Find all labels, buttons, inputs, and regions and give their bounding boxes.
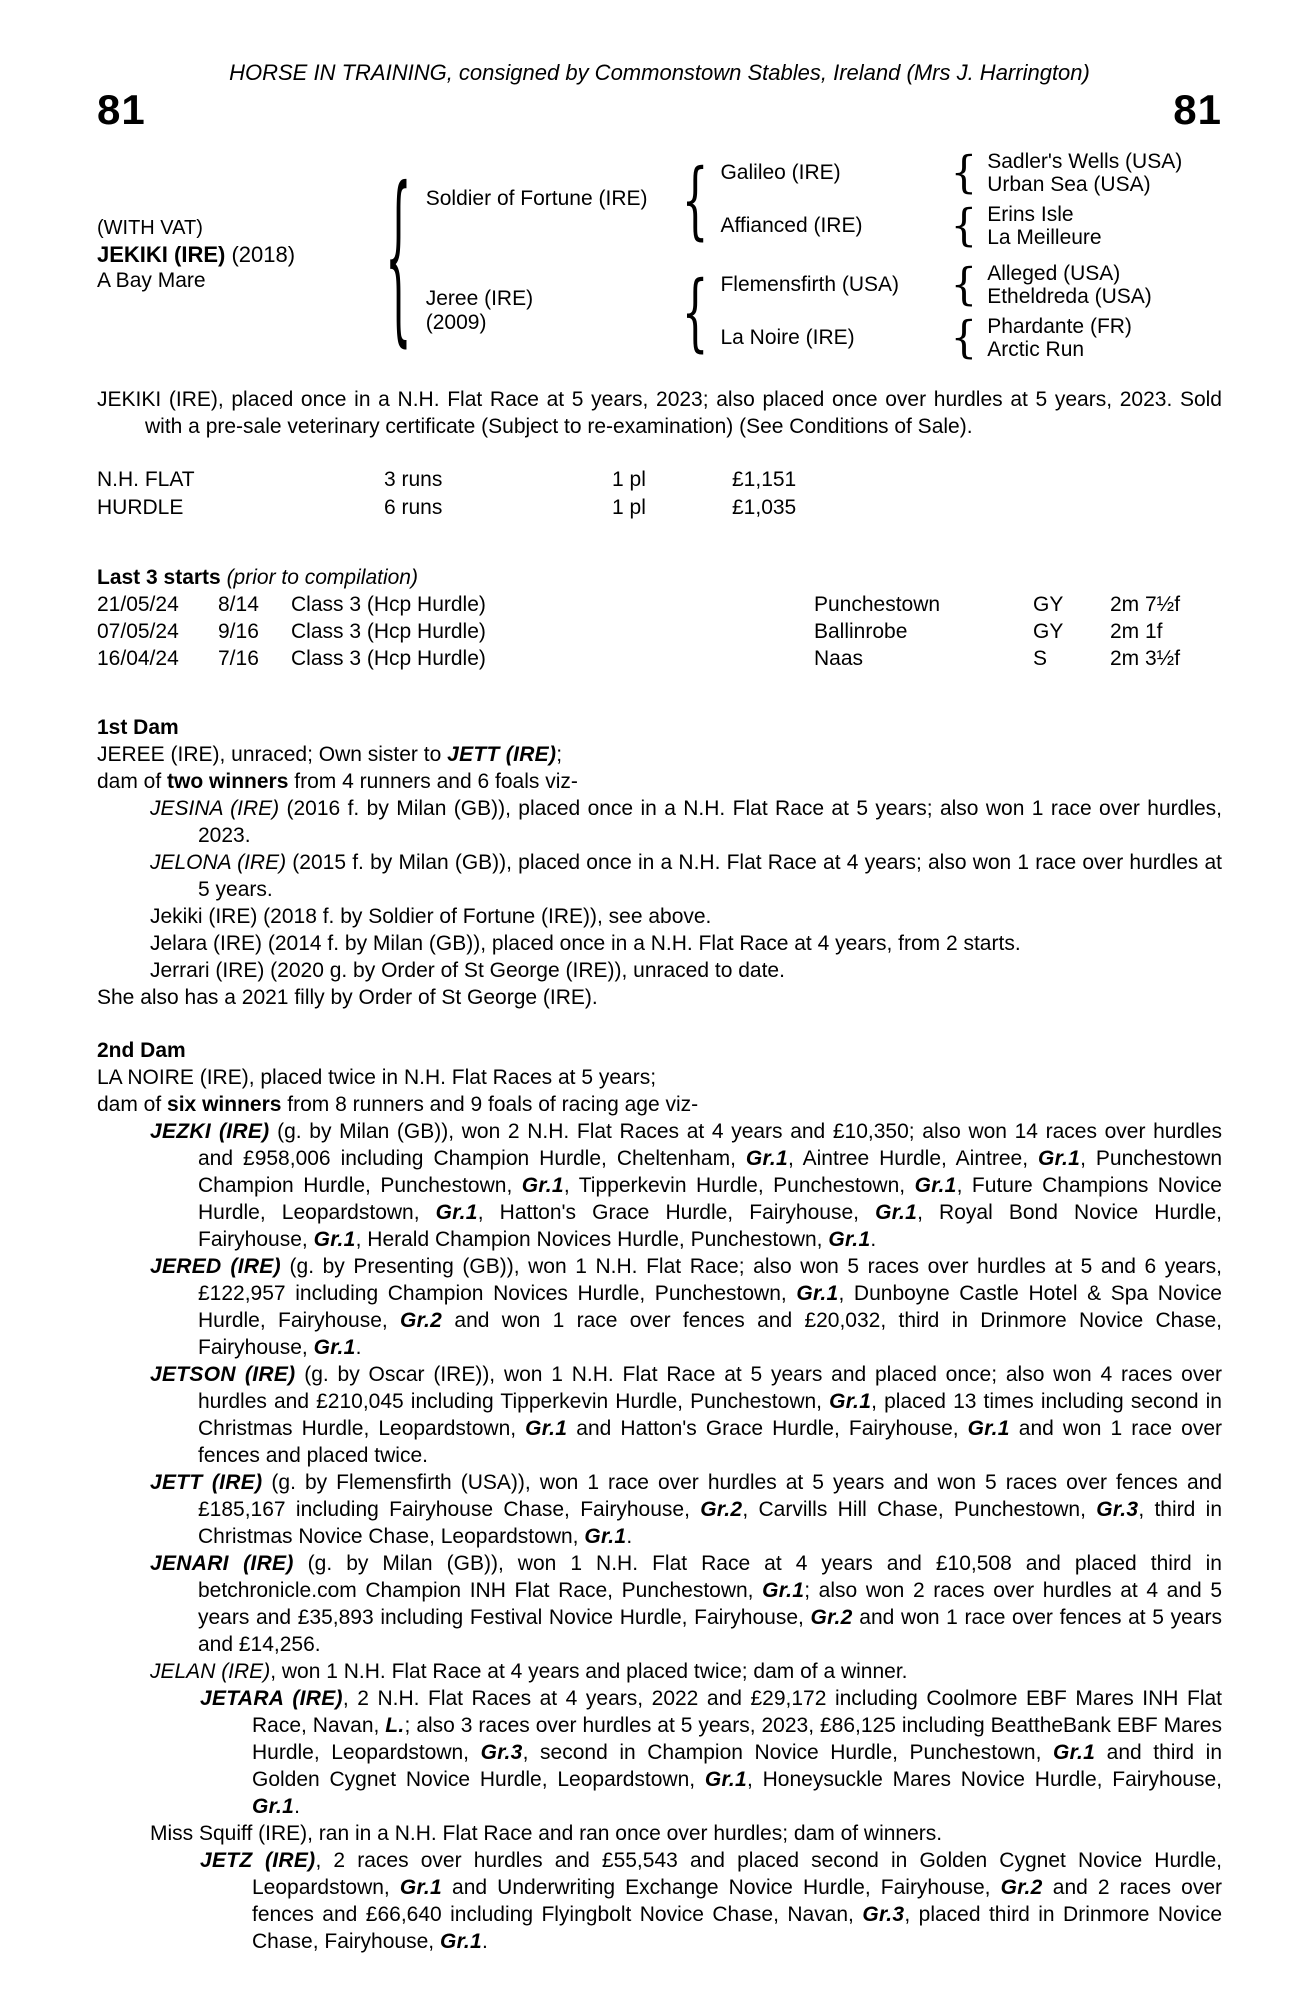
lot-number-right: 81	[1173, 86, 1222, 133]
horse-colour-sex: A Bay Mare	[97, 269, 206, 292]
text-segment: , Dunboyne Castle Hotel & Spa Novice Hurdle, Fairyhouse,	[198, 1282, 1222, 1332]
text-segment: JETT (IRE)	[447, 743, 557, 766]
jeree-paragraph	[97, 741, 1222, 768]
start-going: GY	[1033, 620, 1064, 643]
first-dam-section	[97, 714, 1222, 1011]
jetson-entry	[97, 1361, 1222, 1469]
text-segment: , Carvills Hill Chase, Punchestown,	[742, 1498, 1097, 1521]
start-position: 8/14	[218, 593, 259, 616]
she-also-has-note	[97, 984, 1222, 1011]
record-earnings: £1,035	[732, 496, 797, 519]
text-segment: and won 1 race over fences and £20,032, third in Drinmore Novice Chase, Fairyhouse,	[198, 1309, 1223, 1359]
jelara-entry	[97, 930, 1222, 957]
horse-year: (2018)	[225, 242, 296, 267]
text-segment: Gr.1	[914, 1174, 957, 1197]
sire-dam-parents	[987, 203, 1101, 249]
text-segment: and won 1 race over fences at 5 years and £14,256.	[198, 1606, 1223, 1656]
dam-dam-group	[720, 313, 1151, 362]
text-segment: Gr.1	[525, 1417, 568, 1440]
last-starts-heading	[97, 564, 1222, 591]
text-segment: from 4 runners and 6 foals viz-	[288, 770, 578, 793]
horse-identity-block	[97, 216, 379, 294]
jerrari-entry	[97, 957, 1222, 984]
text-segment: , second in Champion Novice Hurdle, Punchestown,	[522, 1741, 1054, 1764]
text-segment: JETZ (IRE)	[200, 1849, 316, 1872]
sire-sire-group	[720, 148, 1182, 197]
dam-group	[426, 260, 1182, 362]
consignment-header: HORSE IN TRAINING, consigned by Commonstown Stables, Ireland (Mrs J. Harrington)	[229, 60, 1090, 85]
record-race-type: N.H. FLAT	[97, 468, 195, 491]
text-segment: Gr.1	[313, 1228, 356, 1251]
sire-group	[426, 148, 1182, 250]
text-segment: JETSON (IRE)	[150, 1363, 296, 1386]
start-race-class: Class 3 (Hcp Hurdle)	[291, 593, 486, 616]
sire-parents-column	[720, 148, 1182, 250]
dam-sire-brace: {	[950, 258, 978, 311]
text-segment: JENARI (IRE)	[150, 1552, 294, 1575]
pedigree-root-brace: {	[385, 147, 412, 363]
jetz-entry	[97, 1847, 1222, 1955]
la-noire-paragraph	[97, 1064, 1222, 1091]
text-segment: , 2 N.H. Flat Races at 4 years, 2022 and £29,172 including Coolmore EBF Mares INH Flat Race, Navan,	[252, 1687, 1222, 1737]
start-date: 07/05/24	[97, 620, 179, 643]
jetara-entry	[97, 1685, 1222, 1820]
second-dam-section	[97, 1037, 1222, 1955]
horse-name-line	[97, 241, 379, 268]
text-segment: Gr.1	[967, 1417, 1010, 1440]
ancestor-name: Arctic Run	[987, 337, 1085, 361]
jett-entry	[97, 1469, 1222, 1550]
text-segment: , Herald Champion Novices Hurdle, Punchestown,	[355, 1228, 829, 1251]
dam-sire-group	[720, 260, 1151, 309]
start-distance: 2m 3½f	[1110, 647, 1181, 670]
text-segment: JERED (IRE)	[150, 1255, 281, 1278]
text-segment: , Punchestown Champion Hurdle, Punchestown,	[198, 1147, 1222, 1197]
start-date: 16/04/24	[97, 647, 179, 670]
text-segment: .	[626, 1525, 633, 1548]
text-segment: Jelara (IRE) (2014 f. by Milan (GB)), placed once in a N.H. Flat Race at 4 years, from 2 starts.	[150, 932, 1021, 955]
text-segment: (2015 f. by Milan (GB)), placed once in a N.H. Flat Race at 4 years; also won 1 race over hurdles at 5 years.	[198, 851, 1222, 901]
text-segment: Gr.1	[435, 1201, 478, 1224]
text-segment: Gr.1	[745, 1147, 788, 1170]
text-segment: Jerrari (IRE) (2020 g. by Order of St George (IRE)), unraced to date.	[150, 959, 785, 982]
ancestor-name: Erins Isle	[987, 202, 1074, 226]
text-segment: , third in Christmas Novice Chase, Leopardstown,	[198, 1498, 1222, 1548]
text-segment: , Honeysuckle Mares Novice Hurdle, Fairyhouse,	[746, 1768, 1223, 1791]
text-segment: ; also won 2 races over hurdles at 4 and 5 years and £35,893 including Festival Novice Hurdle, Fairyhouse,	[198, 1579, 1222, 1629]
first-dam-heading: 1st Dam	[97, 716, 179, 739]
jenari-entry	[97, 1550, 1222, 1658]
text-segment: , Royal Bond Novice Hurdle, Fairyhouse,	[198, 1201, 1222, 1251]
text-segment: Gr.1	[439, 1930, 482, 1953]
jered-entry	[97, 1253, 1222, 1361]
ancestor-name: Etheldreda (USA)	[987, 284, 1152, 308]
jeree-produce-summary	[97, 768, 1222, 795]
start-race-class: Class 3 (Hcp Hurdle)	[291, 647, 486, 670]
text-segment: (g. by Milan (GB)), won 2 N.H. Flat Races at 4 years and £10,350; also won 14 races over hurdles and £958,006 including Champion Hurdle, Cheltenham,	[198, 1120, 1222, 1170]
text-segment: JEREE (IRE), unraced; Own sister to	[97, 743, 448, 766]
horse-name: JEKIKI (IRE)	[97, 242, 226, 267]
text-segment: , placed 13 times including second in Christmas Hurdle, Leopardstown,	[198, 1390, 1222, 1440]
last-starts-section	[97, 564, 1222, 672]
text-segment: Gr.2	[400, 1309, 443, 1332]
lot-number-row	[97, 88, 1222, 136]
last-starts-note: (prior to compilation)	[220, 566, 418, 589]
jesina-entry	[97, 795, 1222, 849]
ancestor-name: Sadler's Wells (USA)	[987, 149, 1183, 173]
text-segment: and 2 races over fences and £66,640 including Flyingbolt Novice Chase, Navan,	[252, 1876, 1222, 1926]
text-segment: (g. by Oscar (IRE)), won 1 N.H. Flat Race at 5 years and placed once; also won 4 races over hurdles and £210,045 including Tipperkevin Hurdle, Punchestown,	[198, 1363, 1222, 1413]
text-segment: Jekiki (IRE) (2018 f. by Soldier of Fortune (IRE)), see above.	[150, 905, 712, 928]
dam-detail: (2009)	[425, 311, 487, 334]
text-segment: JELONA (IRE)	[150, 851, 287, 874]
text-segment: and won 1 race over fences and placed twice.	[198, 1417, 1222, 1467]
sire-sire-brace: {	[950, 146, 978, 199]
record-placings: 1 pl	[612, 496, 646, 519]
miss-squiff-entry	[97, 1820, 1222, 1847]
text-segment: dam of	[97, 770, 168, 793]
text-segment: Miss Squiff (IRE), ran in a N.H. Flat Race and ran once over hurdles; dam of winners.	[150, 1822, 943, 1845]
text-segment: JEKIKI (IRE), placed once in a N.H. Flat Race at 5 years, 2023; also placed once over hurdles at 5 years, 2023. Sold with a pre-sale veterinary certificate (Subject to re-examination) (See Conditions of Sale).	[97, 388, 1222, 438]
second-dam-heading: 2nd Dam	[97, 1039, 186, 1062]
sire-sire-name: Galileo (IRE)	[720, 160, 841, 184]
record-runs: 3 runs	[384, 468, 443, 491]
text-segment: , Hatton's Grace Hurdle, Fairyhouse,	[477, 1201, 876, 1224]
text-segment: Gr.1	[399, 1876, 442, 1899]
dam-name: Jeree (IRE)	[425, 287, 534, 310]
sire-brace: {	[681, 150, 709, 248]
text-segment: Gr.1	[584, 1525, 627, 1548]
text-segment: , won 1 N.H. Flat Race at 4 years and placed twice; dam of a winner.	[270, 1660, 908, 1683]
record-race-type: HURDLE	[97, 496, 184, 519]
start-distance: 2m 7½f	[1110, 593, 1181, 616]
text-segment: and third in Golden Cygnet Novice Hurdle, Leopardstown,	[252, 1741, 1222, 1791]
text-segment: Gr.1	[875, 1201, 918, 1224]
text-segment: JELAN (IRE)	[150, 1660, 271, 1683]
text-segment: JEZKI (IRE)	[150, 1120, 270, 1143]
text-segment: , 2 races over hurdles and £55,543 and placed second in Golden Cygnet Novice Hurdle, Leopardstown,	[252, 1849, 1222, 1899]
text-segment: (g. by Milan (GB)), won 1 N.H. Flat Race at 4 years and £10,508 and placed third in betchronicle.com Champion INH Flat Race, Punchestown,	[198, 1552, 1222, 1602]
lot-number-left: 81	[97, 86, 146, 133]
text-segment: (g. by Presenting (GB)), won 1 N.H. Flat Race; also won 5 races over hurdles at 5 and 6 years, £122,957 including Champion Novices Hurdle, Punchestown,	[198, 1255, 1222, 1305]
text-segment: Gr.2	[810, 1606, 853, 1629]
sire-dam-group	[720, 201, 1182, 250]
ancestor-name: Urban Sea (USA)	[987, 172, 1151, 196]
text-segment: six winners	[167, 1093, 282, 1116]
record-earnings: £1,151	[732, 468, 797, 491]
record-placings: 1 pl	[612, 468, 646, 491]
ancestor-name: La Meilleure	[987, 225, 1102, 249]
text-segment: .	[482, 1930, 488, 1953]
ancestor-name: Alleged (USA)	[987, 261, 1121, 285]
text-segment: .	[870, 1228, 877, 1251]
last-start-row	[97, 618, 1222, 645]
text-segment: Gr.1	[829, 1390, 872, 1413]
generation-1-column	[426, 148, 1182, 362]
start-date: 21/05/24	[97, 593, 179, 616]
text-segment: dam of	[97, 1093, 168, 1116]
text-segment: Gr.1	[828, 1228, 871, 1251]
text-segment: , Aintree Hurdle, Aintree,	[787, 1147, 1039, 1170]
lot-description-paragraph	[97, 386, 1222, 440]
text-segment: , Future Champions Novice Hurdle, Leopardstown,	[198, 1174, 1222, 1224]
text-segment: Gr.1	[704, 1768, 747, 1791]
vat-note: (WITH VAT)	[97, 217, 203, 239]
dam-parents-column	[720, 260, 1151, 362]
record-row	[97, 494, 1222, 522]
text-segment: LA NOIRE (IRE), placed twice in N.H. Flat Races at 5 years;	[97, 1066, 657, 1089]
record-runs: 6 runs	[384, 496, 443, 519]
text-segment: Gr.3	[862, 1903, 905, 1926]
dam-dam-parents	[987, 315, 1132, 361]
dam-dam-brace: {	[950, 311, 978, 364]
sire-dam-brace: {	[950, 199, 978, 252]
text-segment: Gr.2	[1000, 1876, 1043, 1899]
text-segment: Gr.1	[252, 1795, 295, 1818]
dam-dam-name: La Noire (IRE)	[720, 325, 855, 349]
last-start-row	[97, 645, 1222, 672]
last-starts-title: Last 3 starts	[97, 566, 221, 589]
start-course: Punchestown	[814, 593, 941, 616]
text-segment: and Hatton's Grace Hurdle, Fairyhouse,	[567, 1417, 968, 1440]
start-going: GY	[1033, 593, 1064, 616]
text-segment: (2016 f. by Milan (GB)), placed once in a N.H. Flat Race at 5 years; also won 1 race over hurdles, 2023.	[198, 797, 1222, 847]
jekiki-entry	[97, 903, 1222, 930]
text-segment: (g. by Flemensfirth (USA)), won 1 race over hurdles at 5 years and won 5 races over fences and £185,167 including Fairyhouse Chase, Fairyhouse,	[198, 1471, 1222, 1521]
sire-name-block	[426, 187, 678, 211]
text-segment: and Underwriting Exchange Novice Hurdle, Fairyhouse,	[441, 1876, 1001, 1899]
start-race-class: Class 3 (Hcp Hurdle)	[291, 620, 486, 643]
text-segment: Gr.1	[313, 1336, 356, 1359]
text-segment: Gr.1	[521, 1174, 564, 1197]
pedigree-tree	[97, 148, 1222, 362]
text-segment: She also has a 2021 filly by Order of St George (IRE).	[97, 986, 598, 1009]
text-segment: Gr.1	[762, 1579, 805, 1602]
la-noire-produce-summary	[97, 1091, 1222, 1118]
sire-dam-name: Affianced (IRE)	[720, 213, 863, 237]
text-segment: Gr.3	[1096, 1498, 1139, 1521]
dam-sire-name: Flemensfirth (USA)	[720, 272, 899, 296]
jelan-entry	[97, 1658, 1222, 1685]
text-segment: JETARA (IRE)	[200, 1687, 343, 1710]
dam-brace: {	[681, 262, 709, 360]
text-segment: , placed third in Drinmore Novice Chase, Fairyhouse,	[252, 1903, 1223, 1953]
sire-name: Soldier of Fortune (IRE)	[425, 187, 648, 210]
text-segment: .	[294, 1795, 300, 1818]
sire-sire-parents	[987, 150, 1182, 196]
text-segment: Gr.1	[1053, 1741, 1096, 1764]
start-going: S	[1033, 647, 1048, 670]
start-course: Ballinrobe	[814, 620, 908, 643]
text-segment: Gr.2	[700, 1498, 743, 1521]
text-segment: , Tipperkevin Hurdle, Punchestown,	[563, 1174, 915, 1197]
jezki-entry	[97, 1118, 1222, 1253]
record-row	[97, 466, 1222, 494]
text-segment: ; also 3 races over hurdles at 5 years, 2023, £86,125 including BeattheBank EBF Mares Hurdle, Leopardstown,	[252, 1714, 1222, 1764]
text-segment: two winners	[167, 770, 289, 793]
text-segment: .	[355, 1336, 362, 1359]
text-segment: ;	[556, 743, 563, 766]
text-segment: Gr.1	[1038, 1147, 1081, 1170]
text-segment: Gr.1	[796, 1282, 839, 1305]
text-segment: L.	[385, 1714, 405, 1737]
start-position: 9/16	[218, 620, 259, 643]
dam-name-block	[426, 287, 678, 335]
race-record-table	[97, 466, 1222, 522]
dam-sire-parents	[987, 262, 1152, 308]
start-position: 7/16	[218, 647, 259, 670]
last-start-row	[97, 591, 1222, 618]
jelona-entry	[97, 849, 1222, 903]
text-segment: from 8 runners and 9 foals of racing age viz-	[281, 1093, 699, 1116]
text-segment: JETT (IRE)	[150, 1471, 263, 1494]
text-segment: JESINA (IRE)	[150, 797, 280, 820]
text-segment: Gr.3	[480, 1741, 523, 1764]
ancestor-name: Phardante (FR)	[987, 314, 1132, 338]
start-distance: 2m 1f	[1110, 620, 1163, 643]
start-course: Naas	[814, 647, 864, 670]
